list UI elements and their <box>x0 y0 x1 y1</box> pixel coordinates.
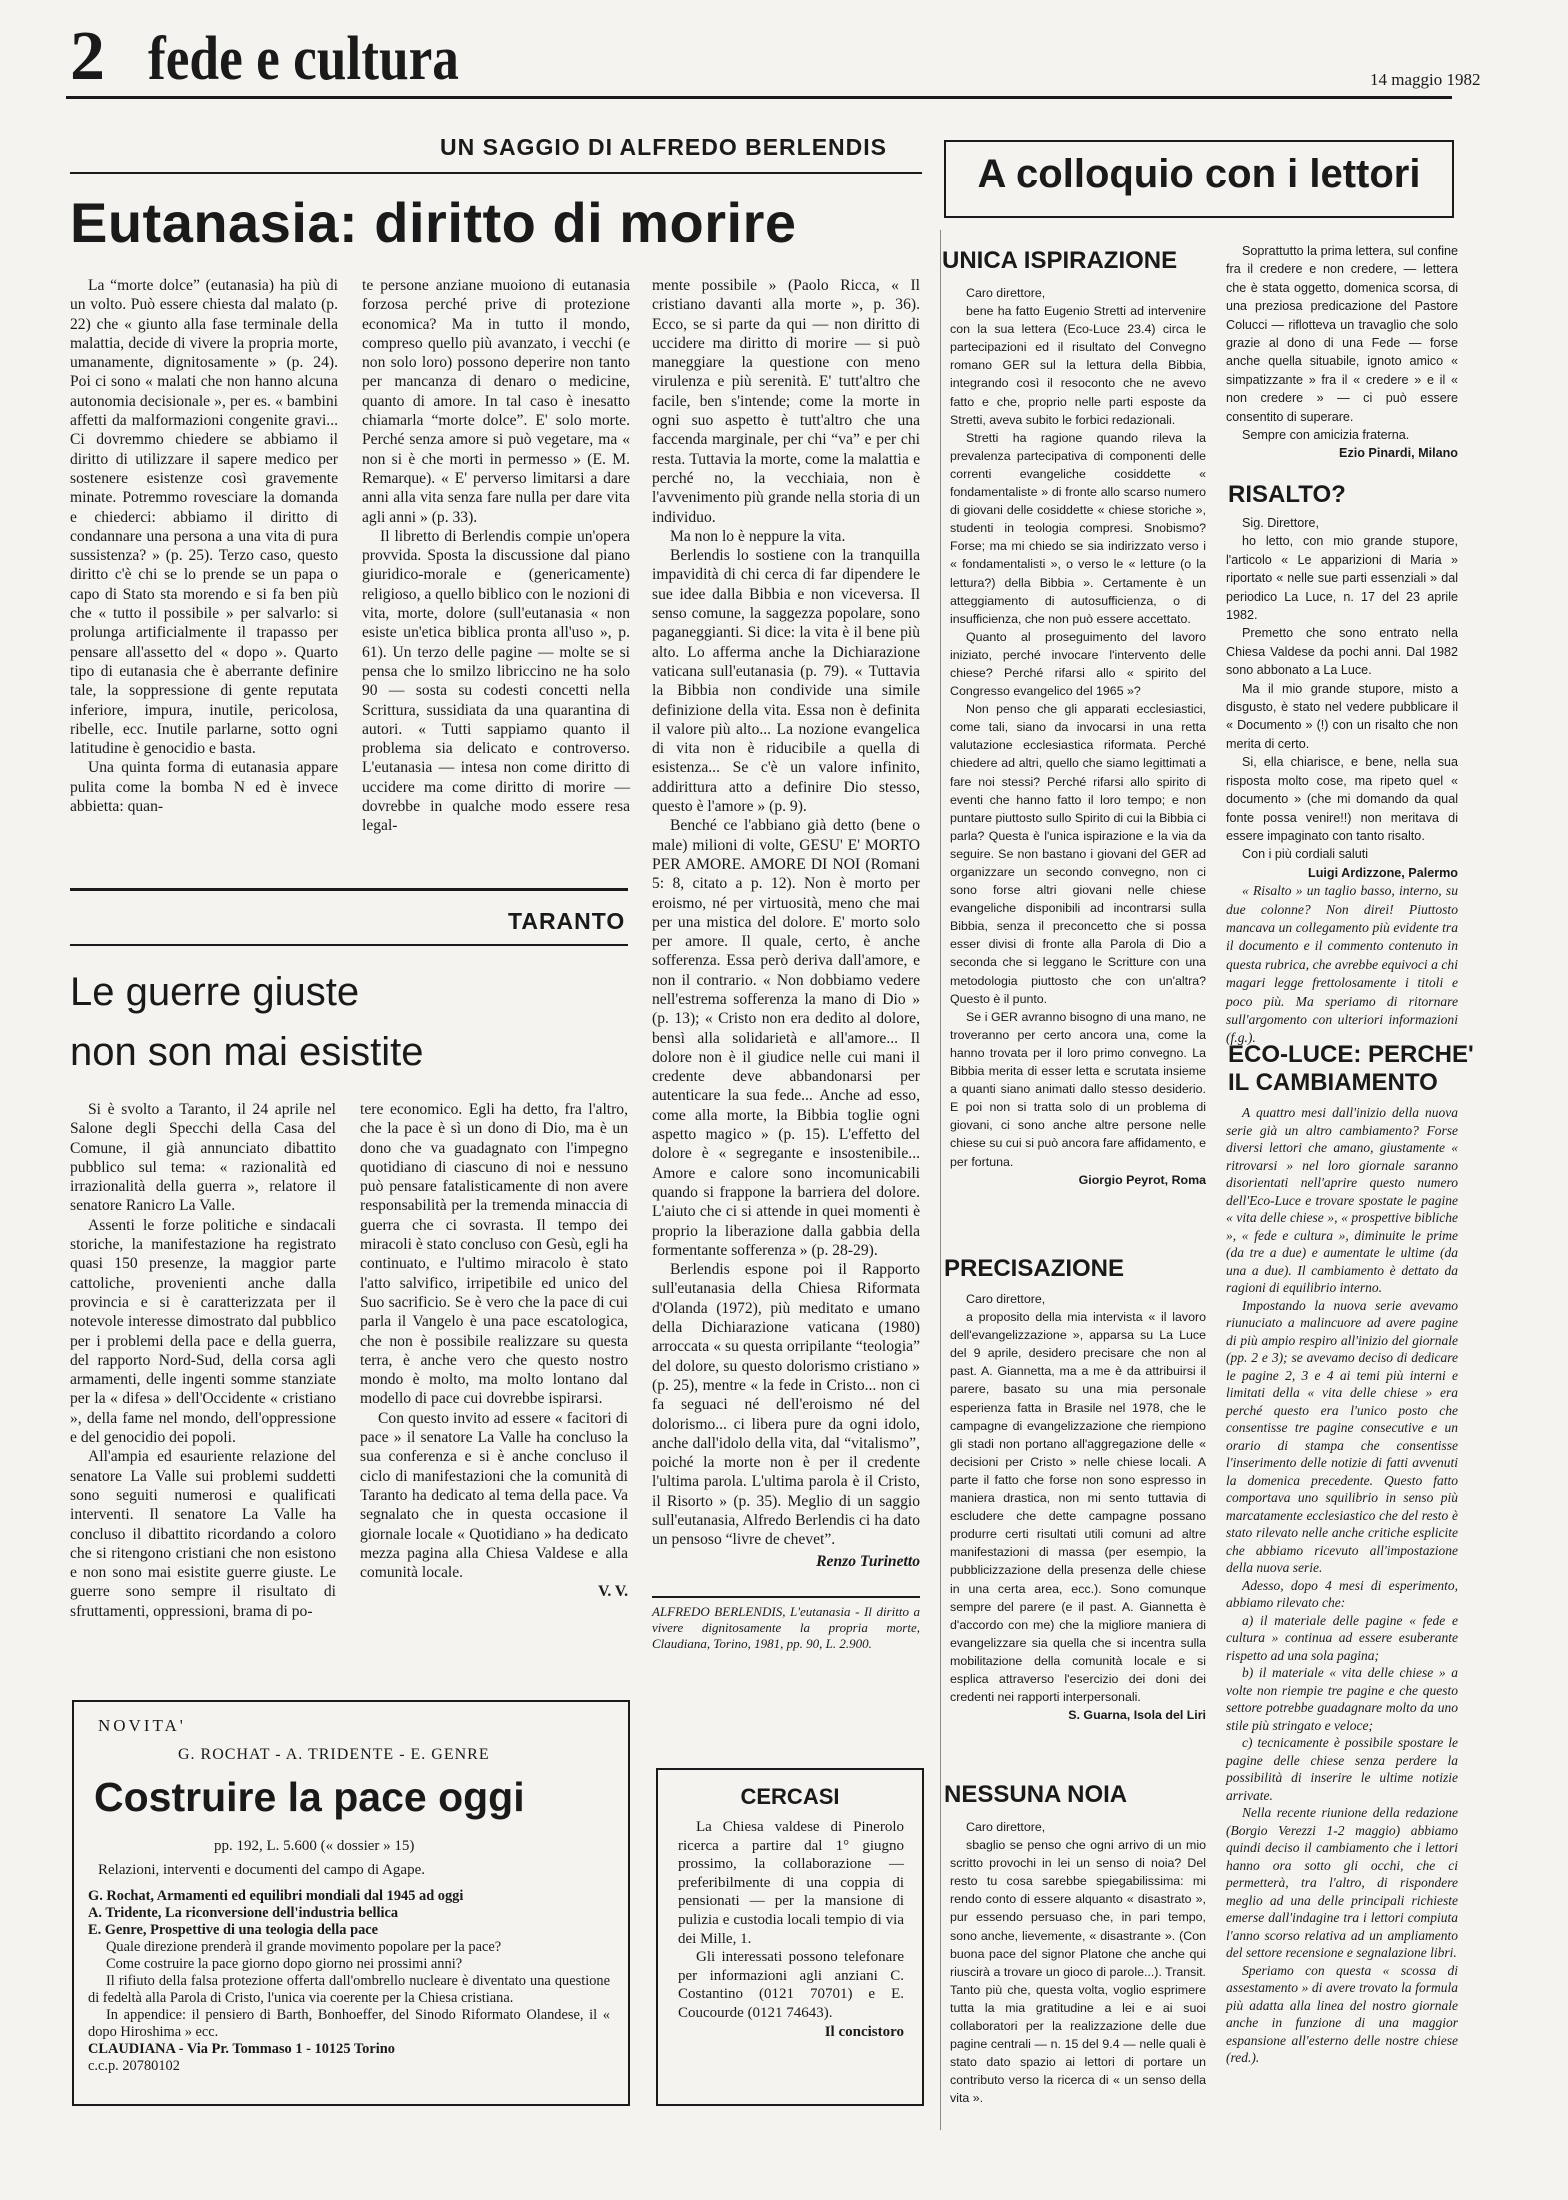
article2-column-1 <box>70 1100 336 1621</box>
ad-label: NOVITA' <box>98 1716 186 1735</box>
article1-column-1 <box>70 276 338 816</box>
ad-contents <box>88 1888 610 2075</box>
article2-top-rule <box>70 888 628 891</box>
book-ad <box>72 1700 630 2106</box>
ad-publisher: CLAUDIANA - Via Pr. Tommaso 1 - 10125 Torino <box>88 2041 395 2057</box>
paragraph: Non penso che gli apparati ecclesiastici, come tali, siano da invocarsi in una retta valutazione ecclesiastica riformata. Perché chiedere ad altri, quello che siamo legittimati a fare noi stessi? Perché rifarsi allo spirito di eventi che hanno fatto il loro tempo; e non puntare piuttosto sullo Spirito di cui la Bibbia ci parla? Questa è l'unica ispirazione e la via da seguire. Se non bastano i giovani del GER ad organizzare un secondo convegno, non ci sono forse altri giovani nelle chiese evangeliche disponibili ad incontrarsi sulla Bibbia, senza il preconcetto che si possa esser divisi di fronte alla Parola di Dio a seconda che si leggano le Scritture con una metodologia piuttosto che con un'altra? Questo è il punto. <box>950 702 1206 1006</box>
paragraph: Speriamo con questa « scossa di assestamento » di avere trovato la formula più adatta alla linea del nostro giornale anche in funzione di una maggior espansione all'esterno delle nostre chiese (red.). <box>1226 1962 1458 2065</box>
article1-kicker-rule <box>70 172 922 174</box>
bibliography: ALFREDO BERLENDIS, L'eutanasia - Il diritto a vivere dignitosamente la propria morte, Claudiana, Torino, 1981, pp. 90, L. 2.900. <box>652 1604 920 1651</box>
ad-ccp: c.c.p. 20780102 <box>88 2058 180 2074</box>
article2-kicker-rule <box>70 944 628 946</box>
paragraph: Una quinta forma di eutanasia appare pulita come la bomba N ed è invece abbietta: quan- <box>70 759 338 816</box>
paragraph: Caro direttore, <box>966 1820 1046 1834</box>
ad-item: G. Rochat, Armamenti ed equilibri mondiali dal 1945 ad oggi <box>88 1888 464 1904</box>
paragraph: Sempre con amicizia fraterna. <box>1242 428 1410 443</box>
ad-authors: G. ROCHAT - A. TRIDENTE - E. GENRE <box>178 1746 490 1763</box>
article1-column-2 <box>362 276 630 836</box>
paragraph: Con i più cordiali saluti <box>1242 847 1368 862</box>
paragraph: Con questo invito ad essere « facitori di pace » il senatore La Valle ha concluso la sua conferenza e si è anche concluso il ciclo di manifestazioni che la comunità di Taranto ha dedicato al tema della pace. Va segnalato che in questa occasione il giornale locale « Quotidiano » ha dedicato mezza pagina alla Chiesa Valdese e alla comunità locale. <box>360 1409 628 1582</box>
paragraph: Quanto al proseguimento del lavoro iniziato, perché invocare l'intervento delle chiese? Perché rifarsi allo « spirito del Congresso evangelico del 1965 »? <box>950 629 1206 699</box>
paragraph: Impostando la nuova serie avevamo riunuciato a malincuore ad avere pagine di più ampio respiro all'inizio del giornale (pp. 2 e 3); se avevamo deciso di dedicare le pagine 2, 3 e 4 ai temi più interni e limitati della « vita delle chiese » era perché questo era l'unico posto che consentisse tre pagine consecutive e un orario di stampa che consentisse l'inserimento delle notizie di fatti avvenuti la domenica precedente. Questo fatto comportava uno squilibrio in senso più marcatamente ecclesiastico che del resto è stato rilevato nelle anche critiche esplicite che abbiamo ricevuto all'impostazione della nuova serie. <box>1226 1297 1458 1575</box>
issue-date: 14 maggio 1982 <box>1370 70 1481 89</box>
paragraph: sbaglio se penso che ogni arrivo di un mio scritto provochi in lei un senso di noia? Del resto tu cosa sarebbe spiegabilissima: mi rendo conto di essere alquanto « disastrato », pur essendo persuaso che, in pari tempo, sono anche, lievemente, « disastrante ». (Con buona pace del signor Platone che anche qui riuscirà a trovare un gioco di parole...). Transit. Tanto più che, questa volta, voglio esprimere tutta la mia gratitudine a lei e ai suoi collaboratori per la realizzazione delle due pagine centrali — n. 15 del 9.4 — nelle quali è stato dato spazio ai lettori di portare un contributo verso la ricerca di « un senso della vita ». <box>950 1838 1206 2106</box>
unica-column-2 <box>1226 242 1458 463</box>
cercasi-title: CERCASI <box>740 1784 840 1809</box>
precisazione-body <box>950 1290 1206 1724</box>
paragraph: a proposito della mia intervista « il lavoro dell'evangelizzazione », apparsa su La Luce del 9 aprile, desidero precisare che non al past. A. Giannetta, ma a me è da attribuirsi il parere, basato su una mia personale esperienza fatta in Brasile nel 1978, che le campagne di evangelizzazione che riempiono gli stadi non portano all'aggregazione delle « decisioni per Cristo » nelle chiese locali. A parte il fatto che forse non sono espresso in maniera drastica, non mi sento tuttavia di escludere che dette campagne possano produrre certi risultati utili comuni ad altre manifestazioni di massa (per esempio, la pubblicizzazione della presenza delle chiese in una certa area, ecc.). Sono comunque sempre del parere (e il past. A. Giannetta è d'accordo con me) che la migliore maniera di evangelizzare sia quella che si incentra sulla mobilitazione della comunità locale e si esplica attraverso l'esercizio dei doni dei credenti nei rapporti interpersonali. <box>950 1310 1206 1705</box>
unica-column-1 <box>950 284 1206 1189</box>
masthead-rule <box>66 96 1452 99</box>
paragraph: Assenti le forze politiche e sindacali storiche, la manifestazione ha registrato quasi 150 presenze, la maggior parte cattoliche, provenienti anche dalla provincia e si è caratterizzata per il notevole interesse dimostrato dal pubblico per i problemi della pace e della guerra, del rapporto Nord-Sud, della corsa agli armamenti, delle ingenti somme stanziate per la « difesa » dell'Occidente « cristiano », della fame nel mondo, dell'oppressione e del genocidio dei popoli. <box>70 1216 336 1447</box>
paragraph: Il libretto di Berlendis compie un'opera provvida. Sposta la discussione dal piano giuridico-morale e (genericamente) religioso, a quello biblico con le nozioni di vita, morte, dolore (sull'eutanasia « non esiste un'etica biblica pronta all'uso », p. 61). Un terzo delle pagine — molte se si pensa che lo smilzo libriccino ne ha solo 90 — sosta su codesti concetti nella Scrittura, sussidiata da una quarantina di autori. « Tutti sappiamo quanto il problema sia delicato e controverso. L'eutanasia — intesa non come diritto di uccidere ma come diritto di morire — dovrebbe in qualche modo essere resa legal- <box>362 527 630 835</box>
ecoluce-title-line-1: ECO-LUCE: PERCHE' <box>1228 1041 1474 1068</box>
ad-question: Come costruire la pace giorno dopo giorno nei prossimi anni? <box>106 1956 463 1972</box>
unica-title: UNICA ISPIRAZIONE <box>942 247 1178 274</box>
cercasi-body <box>678 1818 904 2041</box>
paragraph: bene ha fatto Eugenio Stretti ad intervenire con la sua lettera (Eco-Luce 23.4) circa le partecipazioni ed il risultato del Convegno romano GER sul la lettura della Bibbia, integrando così il resoconto che ne avevo fatto e che, proprio nelle parti esposte da Stretti, aveva subito le forbici redazionali. <box>950 304 1206 427</box>
article2-column-2 <box>360 1100 628 1602</box>
precisazione-title: PRECISAZIONE <box>944 1255 1125 1282</box>
paragraph: mente possibile » (Paolo Ricca, « Il cristiano davanti alla morte », p. 36). Ecco, se si parte da qui — non diritto di uccidere ma diritto di morire — si può maneggiare la questione con meno virulenza e più serenità. E' tutt'altro che facile, ben s'intende; come la morte in ogni suo aspetto è tutt'altro che una faccenda marginale, per chi “va” e per chi resta. Tuttavia la morte, come la malattia e perché no, la vecchiaia, non è l'avvenimento più grande nella storia di un individuo. <box>652 277 920 526</box>
paragraph: b) il materiale « vita delle chiese » a volte non riempie tre pagine e che questo settore potrebbe guadagnare molto da uno stile più stringato e veloce; <box>1226 1665 1458 1733</box>
ecoluce-title-line-2: IL CAMBIAMENTO <box>1228 1069 1438 1096</box>
paragraph: Adesso, dopo 4 mesi di esperimento, abbiamo rilevato che: <box>1226 1577 1458 1610</box>
paragraph: Ma il mio grande stupore, misto a disgusto, è stato nel vedere pubblicare il « Documento » (!) con un risalto che non merita di certo. <box>1226 681 1458 751</box>
risalto-body <box>1226 514 1458 1048</box>
ecoluce-body <box>1226 1104 1458 2067</box>
paragraph: Se i GER avranno bisogno di una mano, ne troveranno per certo ancora una, come la hanno trovata per il loro primo convegno. La Bibbia merita di esser letta e scrutata insieme a quanti siano animati dallo stesso desiderio. E poi non si tratta solo di un problema di giovani, ci sono anche altre persone nelle chiese su cui si può ancora fare affidamento, e per fortuna. <box>950 1009 1206 1169</box>
paragraph: Sig. Direttore, <box>1242 516 1319 530</box>
paragraph: La “morte dolce” (eutanasia) ha più di un volto. Può essere chiesta dal malato (p. 22) che « giunto alla fase terminale della malattia, decide di vivere la propria morte, umanamente, dignitosamente » (p. 24). Poi ci sono « malati che non hanno alcuna autonomia decisionale », per es. « bambini affetti da malformazioni congenite gravi... Ci dovremmo chiedere se abbiamo il diritto di utilizzare il sapere medico per sostenere esistenze così gravemente minate. Potremmo rovesciare la domanda e chiederci: abbiamo il diritto di condannare una persona a una vita di pura sussistenza? » (p. 25). Terzo caso, questo diritto c'è chi se lo prende se un papa o capo di Stato sta morendo e si fa ben più che « tutto il possibile » per salvarlo: si prolunga artificialmente il trapasso per pensare all'assetto del « dopo ». Quarto tipo di eutanasia che è aberrante definire tale, la soppressione di gente reputata inferiore, impura, inutile, pericolosa, ribelle, ecc. Inutile parlarne, sotto ogni latitudine è genocidio e basta. <box>70 277 338 758</box>
ad-title: Costruire la pace oggi <box>94 1774 525 1820</box>
article2-kicker: TARANTO <box>508 908 626 934</box>
paragraph: A quattro mesi dall'inizio della nuova serie già un altro cambiamento? Forse diversi lettori che amano, giustamente « ritrovarsi » nel loro giornale saranno disorientati nell'aprire questo numero dell'Eco-Luce e trovare spostate le pagine « vita delle chiese », « prospettive bibliche », « fede e cultura », diminuite le prime (da tre a due) e aumentate le ultime (da una a due). Il cambiamento è dettato da ragioni di equilibrio interno. <box>1226 1105 1458 1295</box>
risalto-signature: Luigi Ardizzone, Palermo <box>1308 865 1458 880</box>
cercasi-box <box>656 1768 924 2106</box>
precisazione-signature: S. Guarna, Isola del Liri <box>1068 1708 1206 1723</box>
paragraph: Soprattutto la prima lettera, sul confine fra il credere e non credere, — lettera che è stata oggetto, domenica scorsa, di una preziosa predicazione del Pastore Colucci — riflotteva un travaglio che solo grazie al dono di una Fede — forse anche quella situabile, ignoto amico « simpatizzante » fra il « credere » e il « non credere » — ci può essere consentito di superare. <box>1226 244 1458 424</box>
section-title: fede e cultura <box>148 25 459 93</box>
paragraph: Caro direttore, <box>966 286 1046 300</box>
paragraph: Caro direttore, <box>966 1292 1046 1306</box>
article2-title-line-1: Le guerre giuste <box>70 970 360 1014</box>
article1-title: Eutanasia: diritto di morire <box>70 191 797 254</box>
unica-signature-2: Ezio Pinardi, Milano <box>1339 446 1458 461</box>
paragraph: ho letto, con mio grande stupore, l'articolo « Le apparizioni di Maria » riportato « nelle sue parti essenziali » dal periodico La Luce, n. 17 del 23 aprile 1982. <box>1226 534 1458 623</box>
ad-subtitle: Relazioni, interventi e documenti del campo di Agape. <box>98 1862 425 1878</box>
paragraph: All'ampia ed esauriente relazione del senatore La Valle sui problemi suddetti sono seguiti numerosi e qualificati interventi. Il senatore La Valle ha concluso il dibattito ricordando a coloro che si ritengono cristiani che non esistono e non sono mai esistite guerre giuste. Le guerre sono sempre il risultato di sfruttamenti, oppressioni, brama di po- <box>70 1448 336 1620</box>
paragraph: Benché ce l'abbiano già detto (bene o male) milioni di volte, GESU' E' MORTO PER AMORE. AMORE DI NOI (Romani 5: 8, citato a p. 12). Non è morto per eroismo, né per virtuosità, meno che mai per una mistica del dolore. E' morto solo per amore. Il quale, certo, è anche sofferenza. Essa però deriva dall'amore, e non il contrario. « Non dobbiamo vedere nell'estrema sofferenza la mano di Dio » (p. 13); « Cristo non era dedito al dolore, bensì alla solidarietà e all'amore... Il dolore non è il giudice nelle cui mani il credente deve abbandonarsi per autenticare la sua fede... Anche ad esso, come alla morte, la Bibbia toglie ogni aspetto magico » (p. 15). L'effetto del dolore è « segregante e insostenibile... Amore e calore sono incomunicabili quando si frappone la barriera del dolore. L'aiuto che ci si attende in quei momenti è proprio la liberazione dalla gabbia della formentante sofferenza » (p. 28-29). <box>652 817 920 1259</box>
article1-signature: Renzo Turinetto <box>816 1552 920 1570</box>
risalto-title: RISALTO? <box>1228 481 1346 508</box>
paragraph: te persone anziane muoiono di eutanasia forzosa perché prive di protezione economica? Ma in tutto il mondo, compreso quello più avanzato, i vecchi (e non solo loro) possono deperire non tanto per mancanza di denaro o medicine, quanto di amore. In tal caso è inesatto chiamarla “morte dolce”. E' solo morte. Perché senza amore si può vegetare, ma « non si è che morti in permesso » (E. M. Remarque). « E' perverso limitarsi a dare anni alla vita senza fare nulla per dare vita agli anni » (p. 33). <box>362 277 630 526</box>
lettori-header-box <box>944 140 1454 218</box>
paragraph: La Chiesa valdese di Pinerolo ricerca a partire dal 1° giugno prossimo, la collaborazione — preferibilmente di una coppia di pensionati — per la mansione di pulizia e custodia locali tempio di via dei Mille, 1. <box>678 1819 904 1947</box>
ad-question: Quale direzione prenderà il grande movimento popolare per la pace? <box>106 1939 502 1955</box>
article1-kicker: UN SAGGIO DI ALFREDO BERLENDIS <box>440 134 887 160</box>
lettori-title: A colloquio con i lettori <box>977 152 1421 196</box>
ad-question: In appendice: il pensiero di Barth, Bonhoeffer, del Sinodo Riformato Olandese, il « dopo Hiroshima » ecc. <box>88 2007 610 2040</box>
unica-signature-1: Giorgio Peyrot, Roma <box>1078 1172 1206 1187</box>
paragraph: c) tecnicamente è possibile spostare le pagine delle chiese senza perdere la possibilità di inserire le ultime notizie arrivate. <box>1226 1735 1458 1803</box>
column-divider <box>940 230 941 2130</box>
ad-meta: pp. 192, L. 5.600 (« dossier » 15) <box>214 1838 415 1854</box>
article2-signature: V. V. <box>598 1583 628 1601</box>
paragraph: Stretti ha ragione quando rileva la prevalenza partecipativa di componenti delle correnti evangeliche cosiddette « fondamentaliste » di fronte allo scarso numero di giovani delle cosiddette « chiese storiche », studenti in teologia compresi. Snobismo? Forse; ma mi chiedo se sia indirizzato verso i « fondamentalisti », o verso le « letture (o la lettura?) della Bibbia ». Certamente è un atteggiamento di autosufficienza, o di insufficienza, che non può essere accettato. <box>950 430 1206 626</box>
ad-item: A. Tridente, La riconversione dell'industria bellica <box>88 1905 399 1921</box>
paragraph: Premetto che sono entrato nella Chiesa Valdese da pochi anni. Dal 1982 sono abbonato a La Luce. <box>1226 626 1458 678</box>
paragraph: Berlendis lo sostiene con la tranquilla impavidità di chi cerca di far dipendere le sue idee dalla Bibbia e non viceversa. Il senso comune, la saggezza popolare, sono paganeggianti. Si dice: la vita è il bene più alto. Lo afferma anche la Dichiarazione vaticana sull'eutanasia (p. 79). « Tuttavia la Bibbia non condivide una simile definizione della vita. Essa non è definita il valore più alto... La nozione evangelica di vita non è riducibile a quella di esistenza... Se c'è un valore infinito, addirittura atto a definire Dio stesso, questo è l'amore » (p. 9). <box>652 547 920 816</box>
paragraph: Gli interessati possono telefonare per informazioni agli anziani C. Costantino (0121 70701) e E. Coucourde (0121 74643). <box>678 1949 904 2021</box>
paragraph: Si, ella chiarisce, e bene, nella sua risposta molto cose, ma ripeto quel « documento » (che mi domando da qual fonte possa venire!!) non meritava di essere impaginato con tanto risalto. <box>1226 755 1458 843</box>
bibliography-rule <box>652 1596 920 1598</box>
noia-body <box>950 1818 1206 2108</box>
paragraph: Nella recente riunione della redazione (Borgio Verezzi 1-2 maggio) abbiamo quindi deciso il cambiamento che i lettori hanno ora sotto gli occhi, che ci permetterà, tra l'altro, di rispondere meglio ad una delle principali richieste emerse dall'indagine tra i lettori compiuta l'anno scorso relativa ad un ampliamento del settore recensione e segnalazione libri. <box>1226 1805 1458 1960</box>
paragraph: Ma non lo è neppure la vita. <box>670 527 846 545</box>
article1-column-3 <box>652 276 920 1571</box>
ad-question: Il rifiuto della falsa protezione offerta dall'ombrello nucleare è diventato una questione di fedeltà alla Parola di Cristo, l'unica via coerente per la Chiesa cristiana. <box>88 1973 610 2006</box>
article2-title-line-2: non son mai esistite <box>70 1030 424 1074</box>
noia-title: NESSUNA NOIA <box>944 1781 1128 1808</box>
paragraph: tere economico. Egli ha detto, fra l'altro, che la pace è sì un dono di Dio, ma è un dono che va guadagnato con l'impegno quotidiano di ciascuno di noi e nessuno può pensare fatalisticamente di non avere responsabilità per la tremenda minaccia di guerra che ci sovrasta. Il tempo dei miracoli è stato concluso con Gesù, egli ha continuato, e l'ultimo miracolo è stato l'atto salvifico, irripetibile ed unico del Suo sacrificio. Se è vero che la pace di cui parla il Vangelo è una pace escatologica, che non è possibile realizzare su questa terra, è anche vero che questo nostro mondo è molto, ma molto lontano dal modello di pace cui dovrebbe ispirarsi. <box>360 1101 628 1408</box>
paragraph: Si è svolto a Taranto, il 24 aprile nel Salone degli Specchi della Casa del Comune, il già annunciato dibattito pubblico sul tema: « razionalità ed irrazionalità della guerra », relatore il senatore Ranicro La Valle. <box>70 1101 336 1215</box>
risalto-reply: « Risalto » un taglio basso, interno, su due colonne? Non direi! Piuttosto mancava un collegamento più evidente tra il documento e il commento contenuto in questa rubrica, che avrebbe equivoci a chi magari legge frettolosamente i titoli e poco più. Ma speriamo di ritornare sull'argomento con ulteriori informazioni (f.g.). <box>1226 883 1458 1046</box>
paragraph: a) il materiale delle pagine « fede e cultura » continua ad essere esuberante rispetto ad una sola pagina; <box>1226 1612 1458 1663</box>
cercasi-signature: Il concistoro <box>824 2023 904 2040</box>
page-number: 2 <box>70 18 105 95</box>
paragraph: Berlendis espone poi il Rapporto sull'eutanasia della Chiesa Riformata d'Olanda (1972), più meditato e umano della Dichiarazione vaticana (1980) arroccata « su questa orripilante “teologia” del dolore, su questo dolorismo cristiano » (p. 25), mentre « la fede in Cristo... non ci fa seguaci né dell'eroismo né del dolorismo... ci libera pure da ogni idolo, anche dall'idolo della vita, dal “vitalismo”, poiché la morte non è per il credente l'ultima parola. L'ultima parola è il Cristo, il Risorto » (p. 35). Meglio di un saggio sull'eutanasia, Alfredo Berlendis ci ha dato un pensoso “livre de chevet”. <box>652 1261 920 1549</box>
ad-item: E. Genre, Prospettive di una teologia della pace <box>88 1922 379 1938</box>
